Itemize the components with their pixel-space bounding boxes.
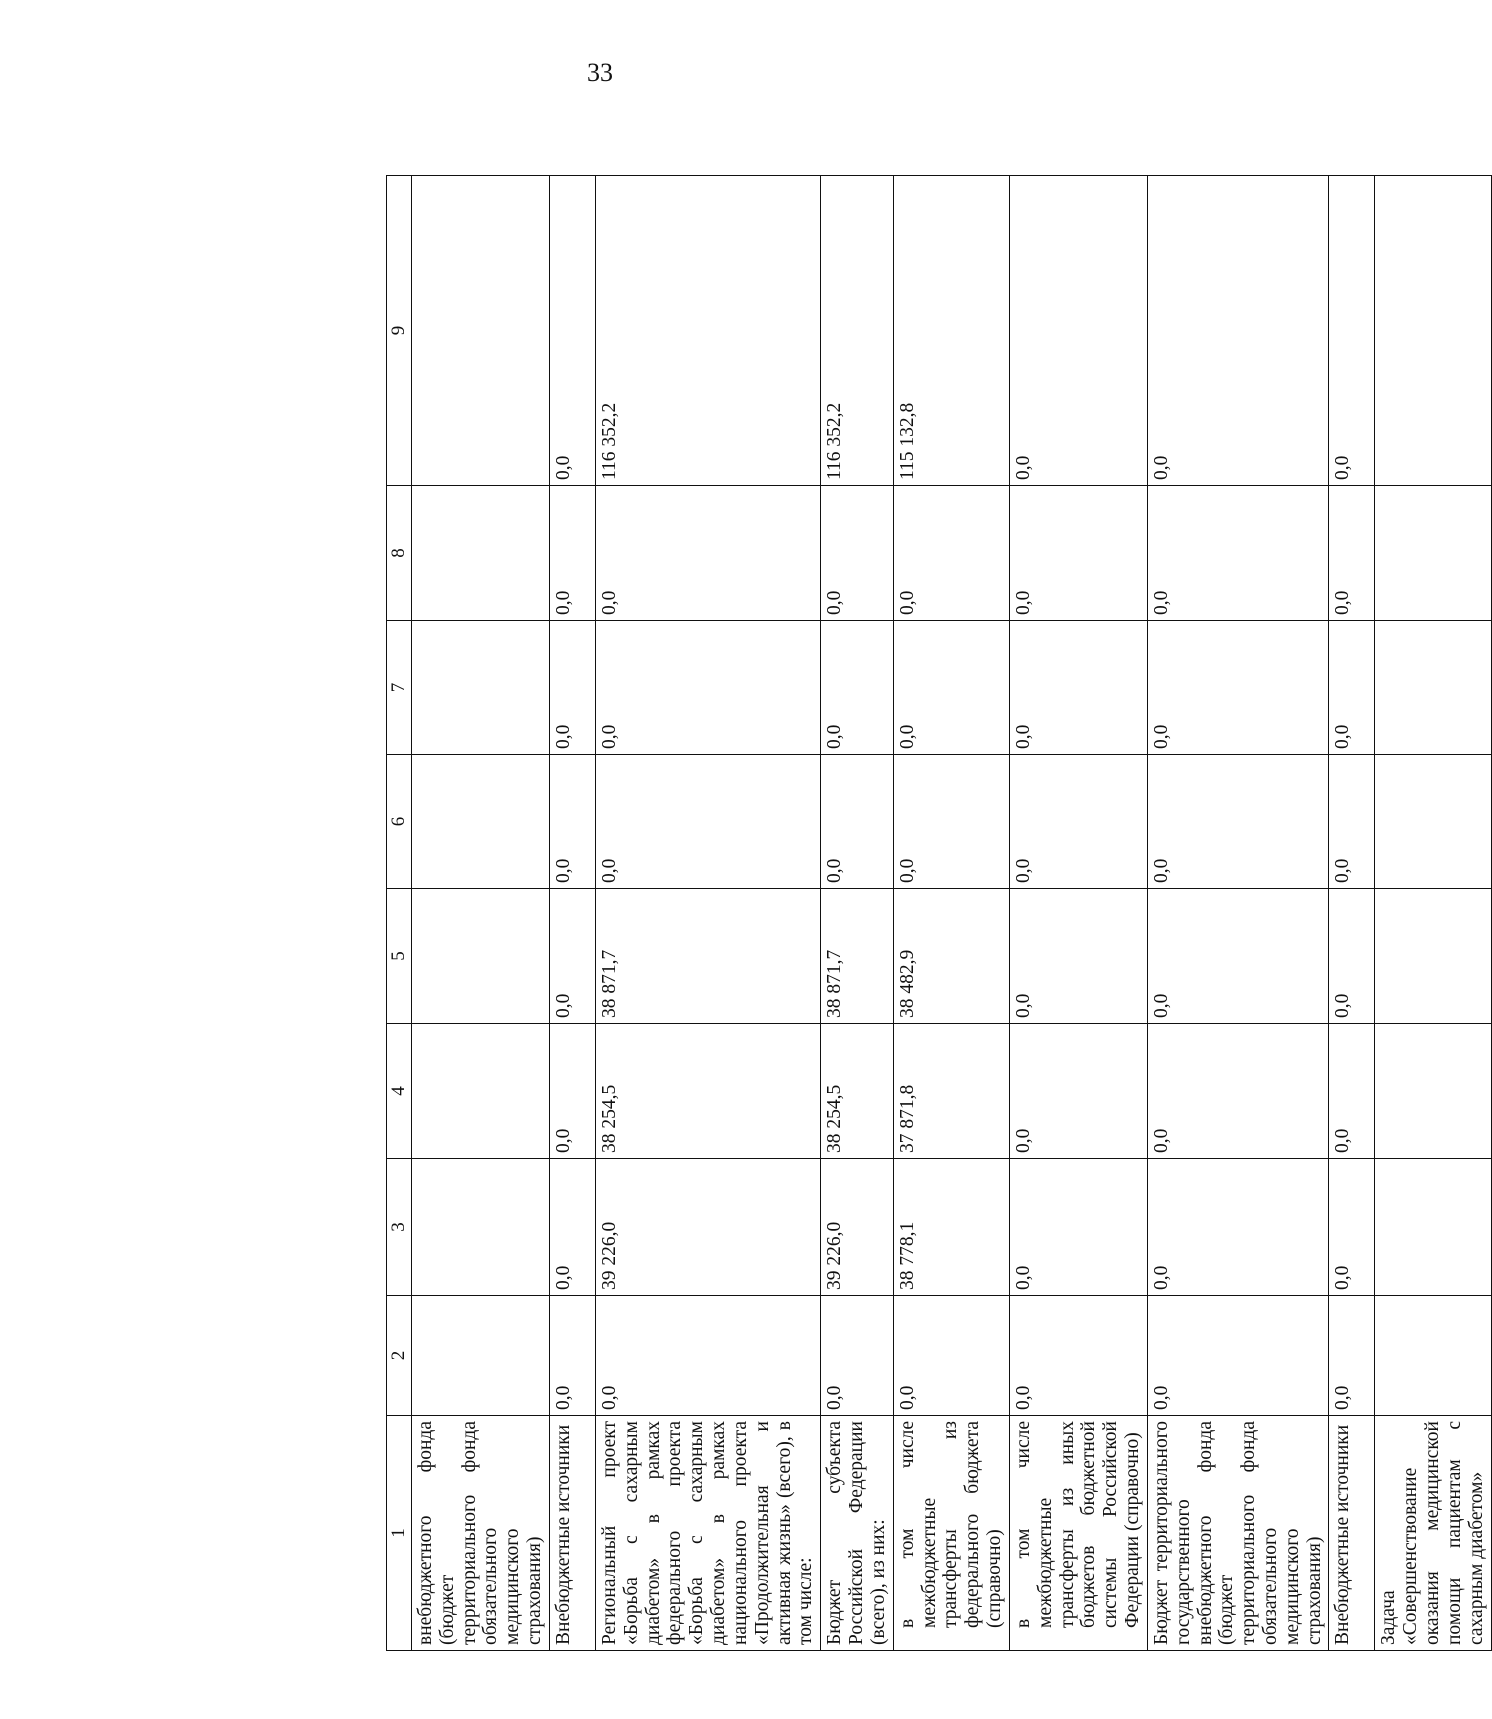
table-row <box>595 176 820 1651</box>
column-header: 9 <box>387 176 412 486</box>
cell-value: 0,0 <box>893 486 1009 621</box>
cell-value: 0,0 <box>595 1296 820 1416</box>
page-number: 33 <box>587 58 613 87</box>
row-name: Бюджет территориального государственного внебюджетного фонда (бюджет территориального фонда обязательного медицинского страхования) <box>1147 1416 1329 1651</box>
row-name: Внебюджетные источники <box>549 1416 595 1651</box>
budget-table <box>386 175 1492 1651</box>
cell-value <box>1375 755 1491 889</box>
cell-value: 0,0 <box>1009 1159 1147 1296</box>
row-name: Региональный проект «Борьба с сахарным диабетом» в рамках федерального проекта «Борьба с сахарным диабетом» в рамках национального проекта «Продолжительная и активная жизнь» (всего), в том числе: <box>595 1416 820 1651</box>
cell-value: 0,0 <box>1147 1024 1329 1159</box>
cell-value <box>1375 1159 1491 1296</box>
cell-value: 0,0 <box>549 1159 595 1296</box>
cell-value: 0,0 <box>595 621 820 755</box>
cell-value: 0,0 <box>549 621 595 755</box>
cell-value: 0,0 <box>1329 1296 1375 1416</box>
cell-value: 0,0 <box>1009 621 1147 755</box>
cell-value: 0,0 <box>1147 176 1329 486</box>
cell-value: 0,0 <box>821 486 893 621</box>
table-row <box>1375 176 1491 1651</box>
cell-value: 38 254,5 <box>821 1024 893 1159</box>
row-name: внебюджетного фонда (бюджет территориального фонда обязательного медицинского страхования) <box>412 1416 550 1651</box>
cell-value: 0,0 <box>549 1024 595 1159</box>
cell-value: 116 352,2 <box>595 176 820 486</box>
cell-value: 0,0 <box>1329 755 1375 889</box>
cell-value: 0,0 <box>893 755 1009 889</box>
row-name: в том числе межбюджетные трансферты из иных бюджетов бюджетной системы Российской Федерации (справочно) <box>1009 1416 1147 1651</box>
cell-value: 0,0 <box>1009 1296 1147 1416</box>
cell-value: 0,0 <box>893 621 1009 755</box>
cell-value: 0,0 <box>1147 486 1329 621</box>
cell-value: 0,0 <box>1329 486 1375 621</box>
cell-value <box>412 1159 550 1296</box>
cell-value <box>412 1024 550 1159</box>
cell-value: 0,0 <box>1009 889 1147 1024</box>
column-header: 8 <box>387 486 412 621</box>
cell-value <box>1375 889 1491 1024</box>
cell-value <box>1375 486 1491 621</box>
cell-value: 0,0 <box>1147 755 1329 889</box>
cell-value: 0,0 <box>549 176 595 486</box>
cell-value: 0,0 <box>1147 621 1329 755</box>
cell-value: 0,0 <box>1329 889 1375 1024</box>
cell-value: 0,0 <box>1147 1159 1329 1296</box>
column-header: 5 <box>387 889 412 1024</box>
table-row <box>412 176 550 1651</box>
row-name: Задача «Совершенствование оказания медицинской помощи пациентам с сахарным диабетом» <box>1375 1416 1491 1651</box>
cell-value: 39 226,0 <box>595 1159 820 1296</box>
cell-value: 0,0 <box>1329 621 1375 755</box>
row-name: в том числе межбюджетные трансферты из федерального бюджета (справочно) <box>893 1416 1009 1651</box>
cell-value: 116 352,2 <box>821 176 893 486</box>
cell-value: 39 226,0 <box>821 1159 893 1296</box>
cell-value: 0,0 <box>549 889 595 1024</box>
column-header: 3 <box>387 1159 412 1296</box>
cell-value: 0,0 <box>1329 176 1375 486</box>
cell-value <box>1375 176 1491 486</box>
cell-value: 0,0 <box>1009 1024 1147 1159</box>
cell-value: 0,0 <box>595 486 820 621</box>
row-name: Бюджет субъекта Российской Федерации (всего), из них: <box>821 1416 893 1651</box>
cell-value <box>412 621 550 755</box>
cell-value <box>412 889 550 1024</box>
cell-value: 38 871,7 <box>821 889 893 1024</box>
cell-value: 115 132,8 <box>893 176 1009 486</box>
cell-value: 38 871,7 <box>595 889 820 1024</box>
cell-value: 0,0 <box>1009 755 1147 889</box>
cell-value: 0,0 <box>1329 1024 1375 1159</box>
cell-value <box>412 755 550 889</box>
table-row <box>893 176 1009 1651</box>
cell-value: 0,0 <box>821 755 893 889</box>
column-header: 4 <box>387 1024 412 1159</box>
header-row <box>387 176 412 1651</box>
row-name: Внебюджетные источники <box>1329 1416 1375 1651</box>
cell-value: 0,0 <box>549 486 595 621</box>
cell-value: 0,0 <box>1009 486 1147 621</box>
cell-value: 0,0 <box>893 1296 1009 1416</box>
cell-value: 38 778,1 <box>893 1159 1009 1296</box>
column-header: 2 <box>387 1296 412 1416</box>
cell-value: 38 254,5 <box>595 1024 820 1159</box>
table-row <box>1329 176 1375 1651</box>
column-header: 6 <box>387 755 412 889</box>
column-header: 7 <box>387 621 412 755</box>
cell-value <box>1375 621 1491 755</box>
table-row <box>821 176 893 1651</box>
cell-value: 0,0 <box>595 755 820 889</box>
rotated-table-container <box>386 176 1487 1651</box>
cell-value <box>412 1296 550 1416</box>
cell-value: 0,0 <box>1147 1296 1329 1416</box>
cell-value: 0,0 <box>549 1296 595 1416</box>
cell-value: 0,0 <box>821 621 893 755</box>
table-row <box>1009 176 1147 1651</box>
column-header: 1 <box>387 1416 412 1651</box>
cell-value: 38 482,9 <box>893 889 1009 1024</box>
cell-value: 0,0 <box>1329 1159 1375 1296</box>
cell-value <box>412 176 550 486</box>
table-row <box>1147 176 1329 1651</box>
cell-value <box>1375 1024 1491 1159</box>
cell-value <box>412 486 550 621</box>
table-row <box>549 176 595 1651</box>
cell-value: 37 871,8 <box>893 1024 1009 1159</box>
cell-value: 0,0 <box>821 1296 893 1416</box>
cell-value: 0,0 <box>1009 176 1147 486</box>
cell-value: 0,0 <box>549 755 595 889</box>
cell-value: 0,0 <box>1147 889 1329 1024</box>
cell-value <box>1375 1296 1491 1416</box>
